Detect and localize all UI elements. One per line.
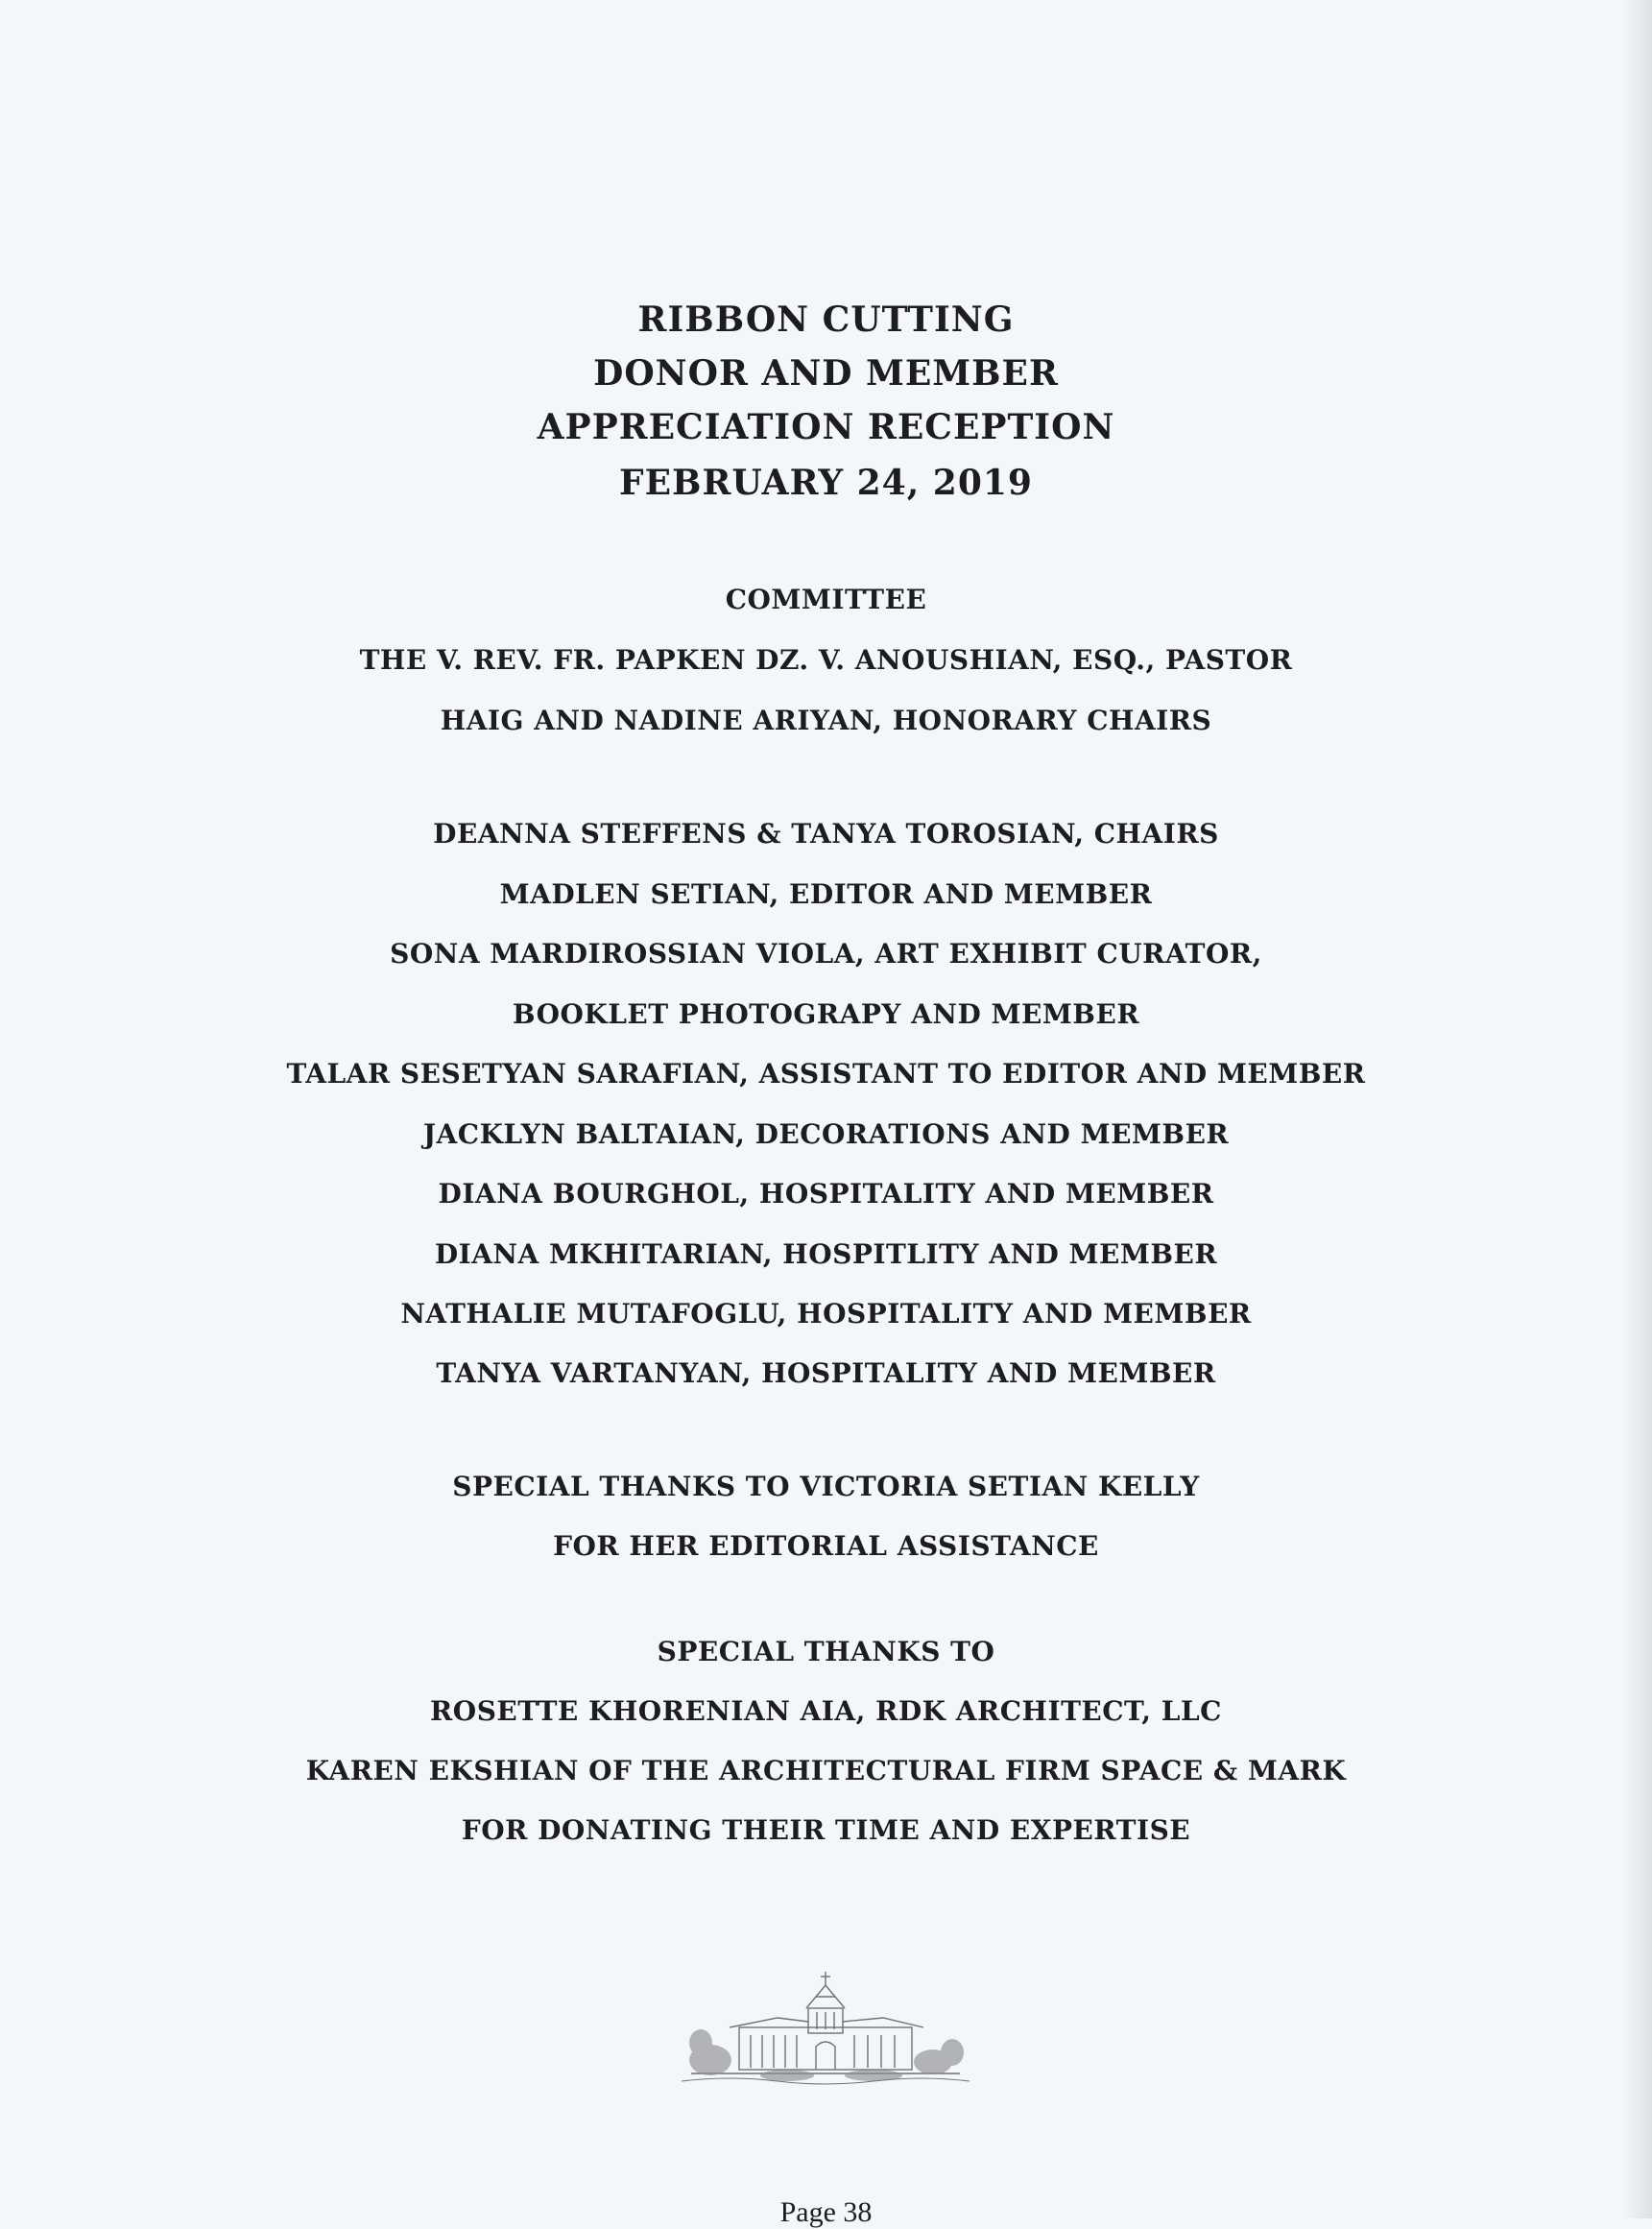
page-edge-shadow [1623,0,1652,2218]
thanks-editorial-line-1: SPECIAL THANKS TO VICTORIA SETIAN KELLY [452,1471,1200,1502]
church-sketch-icon [672,1968,979,2093]
committee-member: SONA MARDIROSSIAN VIOLA, ART EXHIBIT CURATOR, [390,938,1262,970]
committee-member: BOOKLET PHOTOGRAPY AND MEMBER [512,998,1140,1030]
title-line-3: APPRECIATION RECEPTION [537,407,1115,447]
committee-member: TANYA VARTANYAN, HOSPITALITY AND MEMBER [436,1357,1216,1389]
committee-leader-pastor: THE V. REV. FR. PAPKEN DZ. V. ANOUSHIAN, ESQ., PASTOR [359,644,1293,676]
title-line-1: RIBBON CUTTING [637,300,1015,340]
title-line-2: DONOR AND MEMBER [593,353,1059,394]
thanks-editorial-line-2: FOR HER EDITORIAL ASSISTANCE [553,1530,1099,1562]
committee-heading: COMMITTEE [725,584,927,615]
committee-member: DEANNA STEFFENS & TANYA TOROSIAN, CHAIRS [433,818,1219,850]
committee-member: TALAR SESETYAN SARAFIAN, ASSISTANT TO EDITOR AND MEMBER [286,1058,1366,1090]
page-number: Page 38 [779,2196,873,2228]
committee-member: JACKLYN BALTAIAN, DECORATIONS AND MEMBER [422,1118,1230,1150]
committee-member: DIANA MKHITARIAN, HOSPITLITY AND MEMBER [434,1238,1218,1270]
committee-member: DIANA BOURGHOL, HOSPITALITY AND MEMBER [438,1178,1214,1210]
committee-leader-honorary-chairs: HAIG AND NADINE ARIYAN, HONORARY CHAIRS [440,705,1212,736]
thanks-architects-line: KAREN EKSHIAN OF THE ARCHITECTURAL FIRM SPACE & MARK [305,1755,1347,1786]
thanks-architects-heading: SPECIAL THANKS TO [657,1636,995,1667]
committee-member: NATHALIE MUTAFOGLU, HOSPITALITY AND MEMBER [400,1298,1252,1330]
committee-member: MADLEN SETIAN, EDITOR AND MEMBER [499,878,1153,910]
thanks-architects-line: ROSETTE KHORENIAN AIA, RDK ARCHITECT, LLC [430,1695,1222,1727]
title-line-4-date: FEBRUARY 24, 2019 [619,463,1033,503]
thanks-architects-line: FOR DONATING THEIR TIME AND EXPERTISE [461,1814,1191,1846]
